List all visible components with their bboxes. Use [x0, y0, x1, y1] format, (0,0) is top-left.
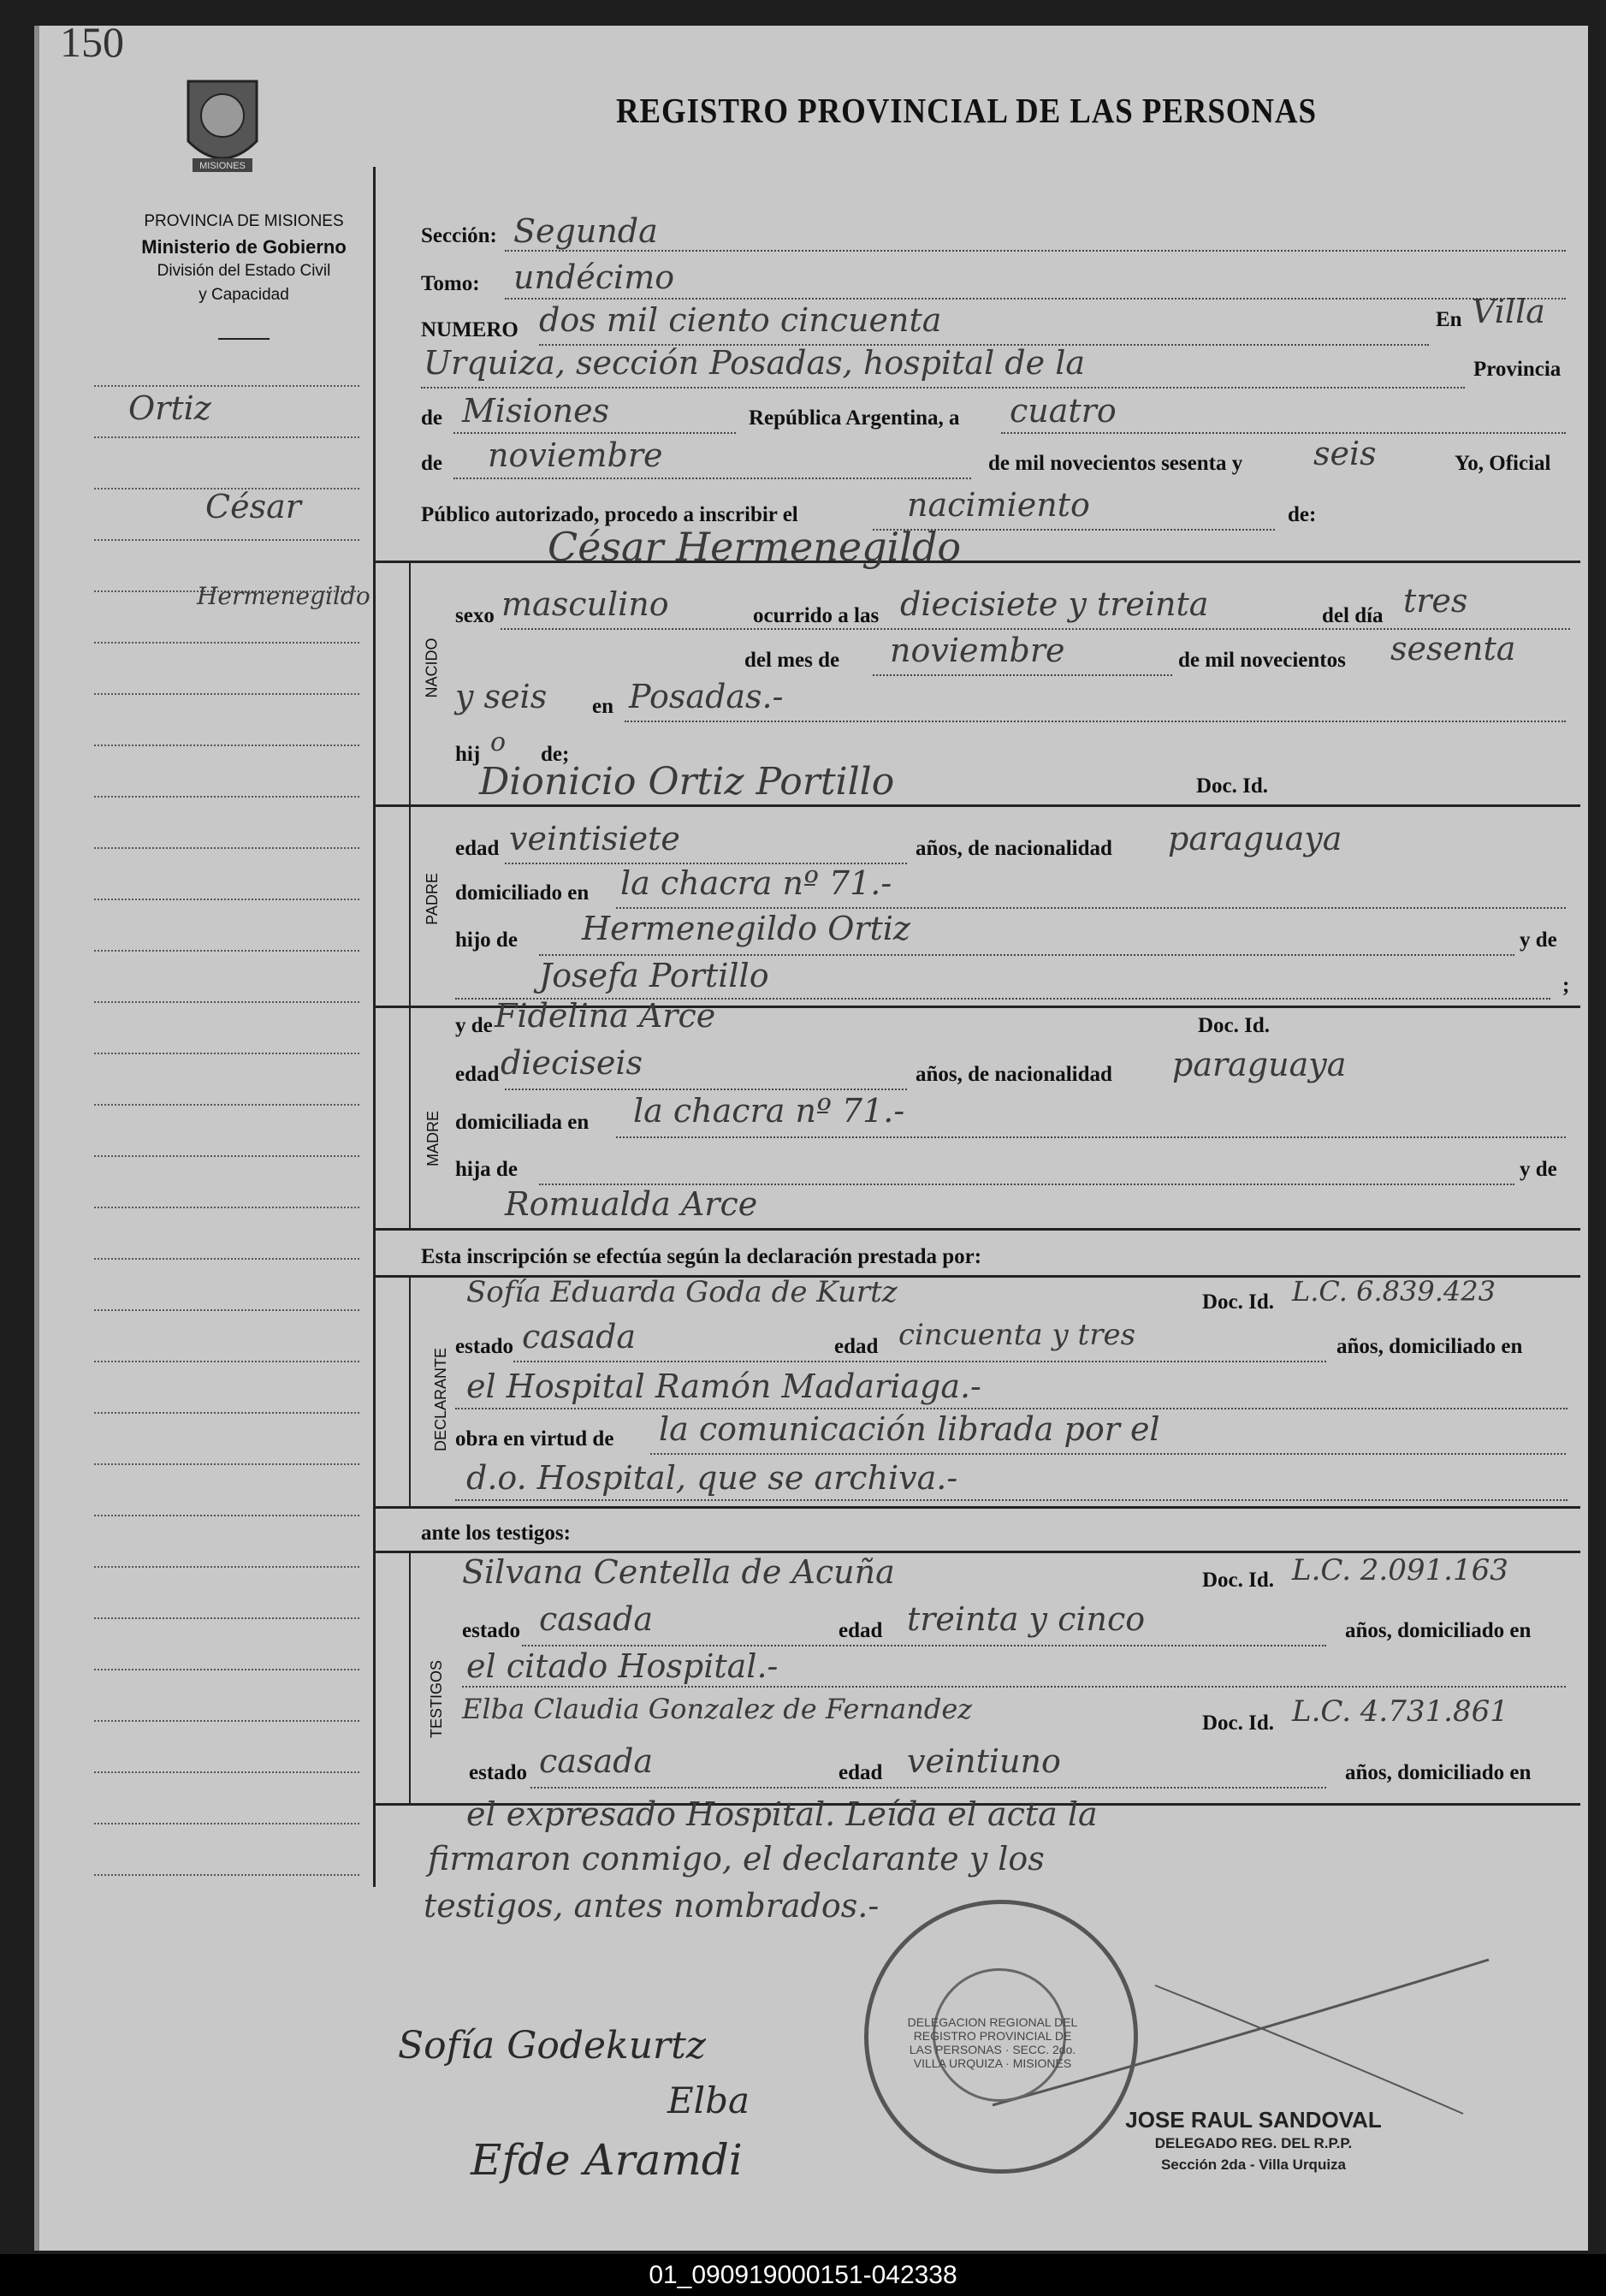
value-t1-edad: treinta y cinco [907, 1600, 1146, 1638]
label-de-colon: de: [1288, 503, 1317, 526]
fill-line [505, 250, 1566, 252]
value-place: Urquiza, sección Posadas, hospital de la [424, 344, 1086, 382]
label-semicolon: ; [1562, 974, 1570, 997]
side-line [94, 796, 359, 798]
side-name: César [205, 488, 301, 525]
value-padre-nac: paraguaya [1168, 820, 1342, 857]
value-anio: seis [1313, 435, 1377, 472]
label-seccion: Sección: [421, 224, 497, 247]
label-estado: estado [469, 1761, 528, 1784]
label-declaracion: Esta inscripción se efectúa según la declaración prestada por: [421, 1245, 982, 1268]
label-domiciliada: domiciliada en [455, 1111, 590, 1134]
side-line [94, 745, 359, 746]
label-y-de-madre: y de [455, 1014, 493, 1037]
label-del-mes: del mes de [744, 649, 840, 672]
section-label-declarante: DECLARANTE [432, 1347, 450, 1452]
value-t2-doc: L.C. 4.731.861 [1292, 1694, 1508, 1729]
value-closing3: testigos, antes nombrados.- [424, 1887, 880, 1925]
side-line [94, 1001, 359, 1003]
label-de-sc: de; [541, 743, 570, 766]
emblem-text: MISIONES [199, 161, 246, 171]
side-line [94, 693, 359, 695]
page-number: 150 [60, 18, 124, 66]
value-decl-edad: cincuenta y tres [898, 1318, 1136, 1352]
label-y-de: y de [1520, 1158, 1557, 1181]
official-section: Sección 2da - Villa Urquiza [1160, 2157, 1347, 2173]
label-edad: edad [455, 837, 500, 860]
value-acto: nacimiento [907, 486, 1090, 524]
label-edad: edad [455, 1063, 500, 1086]
side-line [94, 1412, 359, 1414]
label-obra: obra en virtud de [455, 1427, 614, 1451]
side-line [94, 1823, 359, 1824]
official-name: JOSE RAUL SANDOVAL [1125, 2107, 1382, 2133]
value-hijo-o: o [490, 727, 507, 757]
fill-line [505, 1089, 907, 1090]
value-madre-edad: dieciseis [501, 1044, 643, 1082]
fill-line [1001, 432, 1566, 434]
side-line [94, 1104, 359, 1106]
value-numero: dos mil ciento cincuenta [539, 301, 942, 339]
label-hija-de: hija de [455, 1158, 518, 1181]
value-madre: Fidelina Arce [495, 997, 716, 1035]
label-estado: estado [462, 1619, 521, 1642]
side-line [94, 1258, 359, 1260]
value-dia-a: cuatro [1010, 392, 1117, 430]
label-de: de [421, 406, 442, 430]
official-title: DELEGADO REG. DEL R.P.P. [1154, 2135, 1353, 2151]
value-anio-nac2: y seis [455, 678, 548, 715]
label-tomo: Tomo: [421, 272, 480, 295]
label-estado: estado [455, 1335, 514, 1358]
side-line [94, 899, 359, 900]
label-domiciliado: domiciliado en [455, 881, 590, 905]
section-label-padre: PADRE [423, 873, 441, 925]
header-rule [218, 338, 270, 340]
value-mes-nac: noviembre [890, 632, 1065, 669]
value-closing2: firmaron conmigo, el declarante y los [428, 1840, 1045, 1878]
section-rule [409, 1006, 411, 1228]
signature-witness: Elba [667, 2079, 750, 2121]
side-line [94, 847, 359, 849]
section-label-nacido: NACIDO [423, 638, 441, 698]
fill-line [530, 1787, 1326, 1789]
fill-line [455, 1408, 1567, 1409]
label-de-mil: de mil novecientos sesenta y [988, 452, 1243, 475]
label-doc-id: Doc. Id. [1198, 1014, 1271, 1037]
value-t1-dom: el citado Hospital.- [466, 1647, 779, 1685]
label-sexo: sexo [455, 604, 495, 627]
side-line [94, 1515, 359, 1516]
side-line [94, 1771, 359, 1773]
header-capacidad: y Capacidad [199, 286, 289, 304]
side-middle-name: Hermenegildo [197, 582, 370, 610]
side-line [94, 1566, 359, 1568]
label-numero: NUMERO [421, 318, 519, 341]
province-emblem [171, 64, 274, 184]
side-line [94, 1874, 359, 1876]
fill-line [453, 478, 971, 479]
value-mes: noviembre [488, 436, 663, 474]
seal-text: DELEGACION REGIONAL DEL REGISTRO PROVINCIAL DE LAS PERSONAS · SECC. 2do. VILLA URQUIZA · MISIONES [907, 2015, 1078, 2070]
fill-line [513, 1361, 1326, 1362]
value-madre-nac: paraguaya [1172, 1046, 1347, 1083]
side-line [94, 1617, 359, 1619]
value-t1-estado: casada [539, 1600, 654, 1638]
label-en: en [592, 695, 613, 718]
fill-line [625, 721, 1566, 722]
header-ministry: Ministerio de Gobierno [141, 236, 347, 258]
label-doc-id: Doc. Id. [1196, 774, 1269, 798]
value-abuela: Josefa Portillo [539, 957, 769, 994]
section-label-madre: MADRE [424, 1110, 442, 1167]
fill-line [505, 298, 1566, 300]
value-anio-nac: sesenta [1390, 630, 1516, 667]
label-hijo-de: hijo de [455, 928, 518, 952]
value-decl-dom: el Hospital Ramón Madariaga.- [466, 1368, 981, 1405]
fill-line [650, 1453, 1566, 1455]
section-divider [374, 1228, 1580, 1231]
label-anos-dom: años, domiciliado en [1345, 1761, 1532, 1784]
value-decl-estado: casada [522, 1318, 637, 1356]
value-dia: tres [1403, 582, 1468, 620]
signature-witness2: Efde Aramdi [471, 2135, 743, 2185]
label-de: de [421, 452, 442, 475]
header-division: División del Estado Civil [157, 262, 331, 280]
side-line [94, 642, 359, 644]
label-ante: ante los testigos: [421, 1522, 571, 1545]
label-del-dia: del día [1322, 604, 1384, 627]
fill-line [421, 387, 1465, 389]
label-edad: edad [839, 1761, 883, 1784]
value-tomo: undécimo [513, 258, 675, 296]
label-anos-dom: años, domiciliado en [1336, 1335, 1523, 1358]
side-line [94, 1463, 359, 1465]
fill-line [616, 1136, 1566, 1138]
value-padre-dom: la chacra nº 71.- [620, 864, 892, 902]
value-nombre: César Hermenegildo [548, 524, 962, 570]
fill-line [462, 1686, 1566, 1688]
margin-rule [373, 167, 376, 1887]
section-rule [409, 1275, 411, 1506]
value-decl-obra: la comunicación librada por el [659, 1410, 1160, 1448]
side-line [94, 1053, 359, 1054]
section-label-testigos: TESTIGOS [428, 1659, 446, 1739]
value-declarante: Sofía Eduarda Goda de Kurtz [466, 1275, 898, 1309]
fill-line [455, 1499, 1567, 1501]
label-anos-nac: años, de nacionalidad [916, 837, 1112, 860]
value-decl-doc: L.C. 6.839.423 [1292, 1275, 1496, 1308]
side-line [94, 1207, 359, 1208]
section-rule [409, 804, 411, 1006]
side-line [94, 1720, 359, 1722]
label-ocurrido: ocurrido a las [753, 604, 880, 627]
document-title: REGISTRO PROVINCIAL DE LAS PERSONAS [616, 91, 1317, 130]
label-de-mil-nov: de mil novecientos [1178, 649, 1346, 672]
value-testigo1: Silvana Centella de Acuña [462, 1553, 895, 1591]
value-sexo: masculino [501, 585, 669, 623]
value-t2-estado: casada [539, 1742, 654, 1780]
side-line [94, 950, 359, 952]
label-doc-id: Doc. Id. [1202, 1712, 1275, 1735]
value-lugar-nac: Posadas.- [629, 678, 784, 715]
value-closing1: el expresado Hospital. Leída el acta la [466, 1795, 1098, 1833]
header-province: PROVINCIA DE MISIONES [144, 212, 344, 230]
label-hijo: hij [455, 743, 481, 766]
label-republica: República Argentina, a [749, 406, 960, 430]
side-line [94, 1669, 359, 1670]
fill-line [873, 674, 1172, 676]
side-line [94, 1155, 359, 1157]
side-line [94, 1361, 359, 1362]
side-surname: Ortiz [128, 389, 211, 427]
section-divider [374, 804, 1580, 807]
section-rule [409, 1551, 411, 1803]
value-abuela-m: Romualda Arce [505, 1185, 758, 1223]
label-en: En [1436, 308, 1462, 331]
value-padre-edad: veintisiete [509, 820, 680, 857]
side-line [94, 385, 359, 387]
value-madre-dom: la chacra nº 71.- [633, 1092, 905, 1130]
value-hora: diecisiete y treinta [900, 585, 1209, 623]
label-anos-nac: años, de nacionalidad [916, 1063, 1112, 1086]
label-edad: edad [834, 1335, 879, 1358]
fill-line [453, 432, 736, 434]
value-padre: Dionicio Ortiz Portillo [479, 760, 895, 804]
value-abuelo: Hermenegildo Ortiz [582, 910, 910, 947]
value-provincia: Misiones [462, 392, 610, 430]
value-t2-edad: veintiuno [907, 1742, 1061, 1780]
label-provincia: Provincia [1473, 358, 1562, 381]
side-line [94, 436, 359, 438]
footer-id: 01_090919000151-042338 [0, 2254, 1606, 2296]
section-divider [374, 1506, 1580, 1509]
value-testigo2: Elba Claudia Gonzalez de Fernandez [462, 1693, 973, 1725]
section-rule [409, 561, 411, 804]
value-decl-obra2: d.o. Hospital, que se archiva.- [466, 1459, 958, 1497]
label-y-de: y de [1520, 928, 1557, 952]
fill-line [539, 954, 1514, 956]
signature-declarante: Sofía Godekurtz [398, 2024, 706, 2068]
label-yo-oficial: Yo, Oficial [1455, 452, 1551, 475]
label-publico: Público autorizado, procedo a inscribir el [421, 503, 798, 526]
label-edad: edad [839, 1619, 883, 1642]
label-doc-id: Doc. Id. [1202, 1569, 1275, 1592]
value-en: Villa [1472, 293, 1545, 330]
fill-line [616, 907, 1566, 909]
label-doc-id: Doc. Id. [1202, 1290, 1275, 1314]
side-line [94, 539, 359, 541]
label-anos-dom: años, domiciliado en [1345, 1619, 1532, 1642]
fill-line [522, 1645, 1326, 1646]
value-seccion: Segunda [513, 212, 658, 250]
side-line [94, 1309, 359, 1311]
value-t1-doc: L.C. 2.091.163 [1292, 1553, 1508, 1587]
